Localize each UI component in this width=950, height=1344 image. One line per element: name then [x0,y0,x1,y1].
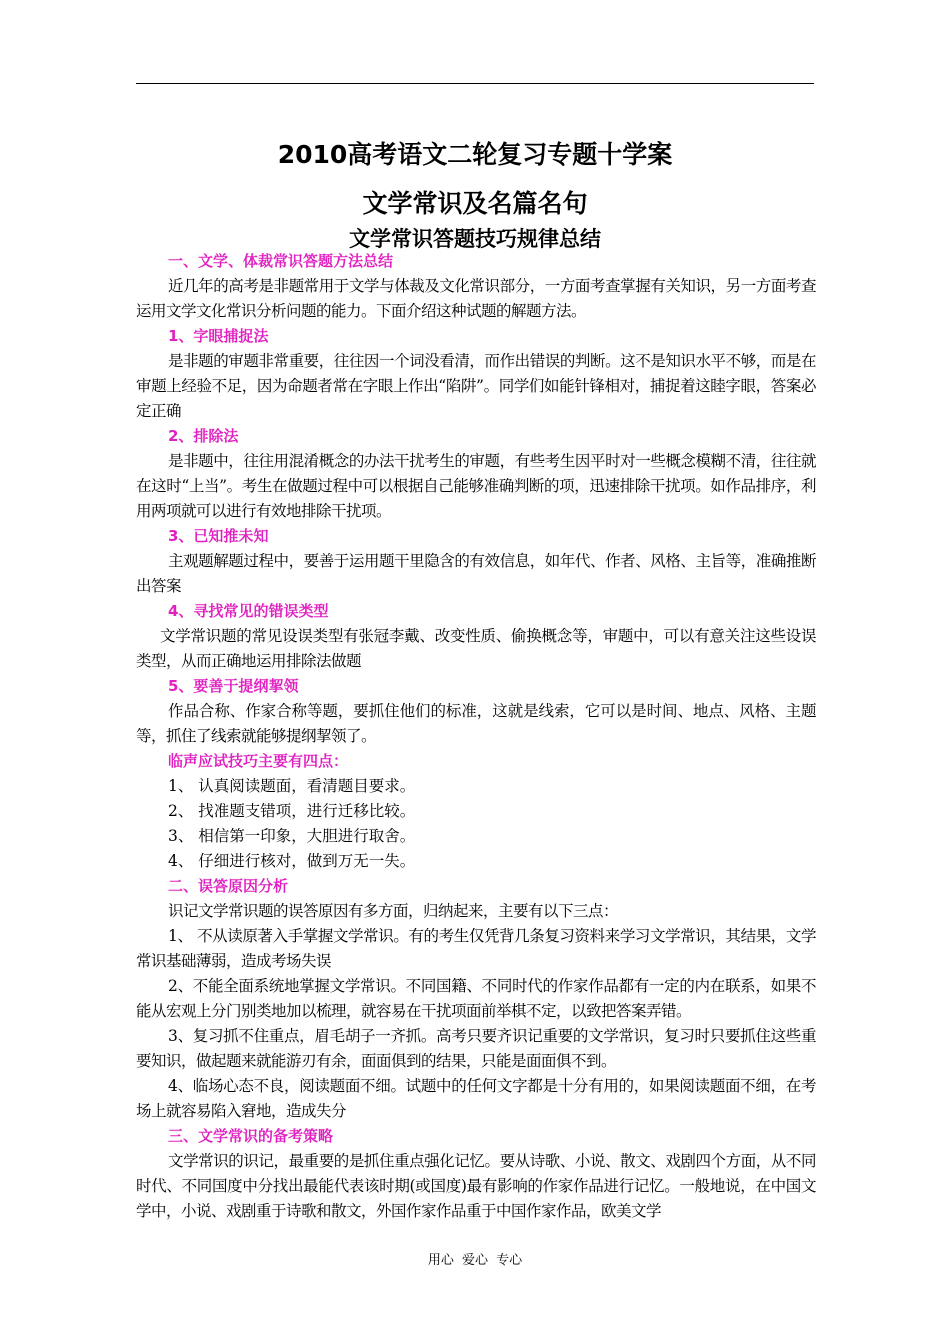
section-3-heading: 三、文学常识的备考策略 [168,1127,334,1145]
method-5-text: 作品合称、作家合称等题，要抓住他们的标准，这就是线索，它可以是时间、地点、风格、主题等，抓住了线索就能够提纲挈领了。 [136,702,816,745]
reason-item: 3、复习抓不住重点，眉毛胡子一齐抓。高考只要齐识记重要的文学常识，复习时只要抓住这些重要知识，做起题来就能游刃有余，面面俱到的结果，只能是面面俱不到。 [136,1027,816,1070]
method-4-heading: 4、寻找常见的错误类型 [168,602,329,620]
section-1-intro: 近几年的高考是非题常用于文学与体裁及文化常识部分，一方面考查掌握有关知识，另一方面考查运用文学文化常识分析问题的能力。下面介绍这种试题的解题方法。 [136,277,816,320]
method-2-heading: 2、排除法 [168,427,239,445]
tip-item: 3、 相信第一印象，大胆进行取舍。 [168,827,416,845]
subtitle: 文学常识及名篇名句 [362,189,588,218]
tip-item: 4、 仔细进行核对，做到万无一失。 [168,852,416,870]
tips-heading: 临声应试技巧主要有四点： [168,752,349,770]
method-3-text: 主观题解题过程中，要善于运用题干里隐含的有效信息，如年代、作者、风格、主旨等，准确推断出答案 [136,552,816,595]
method-5-heading: 5、要善于提纲挈领 [168,677,299,695]
page-footer: 用心 爱心 专心 [427,1253,523,1268]
main-title: 2010高考语文二轮复习专题十学案 [277,140,673,169]
method-2-text: 是非题中，往往用混淆概念的办法干扰考生的审题，有些考生因平时对一些概念模糊不清，往往就在这时“上当”。考生在做题过程中可以根据自己能够准确判断的项，迅速排除干扰项。如作品排序，利用两项就可以进行有效地排除干扰项。 [136,452,816,520]
method-1-heading: 1、字眼捕捉法 [168,327,269,345]
section-title: 文学常识答题技巧规律总结 [349,227,601,251]
method-3-heading: 3、已知推未知 [168,527,269,545]
section-3-text: 文学常识的识记，最重要的是抓住重点强化记忆。要从诗歌、小说、散文、戏剧四个方面，从不同时代、不同国度中分找出最能代表该时期(或国度)最有影响的作家作品进行记忆。一般地说，在中国文学中，小说、戏剧重于诗歌和散文，外国作家作品重于中国作家作品，欧美文学 [136,1152,816,1220]
reason-item: 4、临场心态不良，阅读题面不细。试题中的任何文字都是十分有用的，如果阅读题面不细，在考场上就容易陷入窘地，造成失分 [136,1077,816,1120]
reason-item: 1、 不从读原著入手掌握文学常识。有的考生仅凭背几条复习资料来学习文学常识，其结果，文学常识基础薄弱，造成考场失误 [136,927,816,970]
document-body [136,249,816,1224]
header-rule [136,83,814,84]
reason-item: 2、不能全面系统地掌握文学常识。不同国籍、不同时代的作家作品都有一定的内在联系，如果不能从宏观上分门别类地加以梳理，就容易在干扰项面前举棋不定，以致把答案弄错。 [136,977,816,1020]
tip-item: 1、 认真阅读题面，看清题目要求。 [168,777,416,795]
section-1-heading: 一、文学、体裁常识答题方法总结 [168,252,394,270]
method-4-text: 文学常识题的常见设误类型有张冠李戴、改变性质、偷换概念等，审题中，可以有意关注这些设误类型，从而正确地运用排除法做题 [136,627,816,670]
section-2-intro: 识记文学常识题的误答原因有多方面，归纳起来，主要有以下三点： [168,902,619,920]
method-1-text: 是非题的审题非常重要，往往因一个词没看清，而作出错误的判断。这不是知识水平不够，而是在审题上经验不足，因为命题者常在字眼上作出“陷阱”。同学们如能针锋相对，捕捉着这睦字眼，答案必定正确 [136,352,816,420]
section-2-heading: 二、误答原因分析 [168,877,289,895]
tip-item: 2、 找准题支错项，进行迁移比较。 [168,802,416,820]
